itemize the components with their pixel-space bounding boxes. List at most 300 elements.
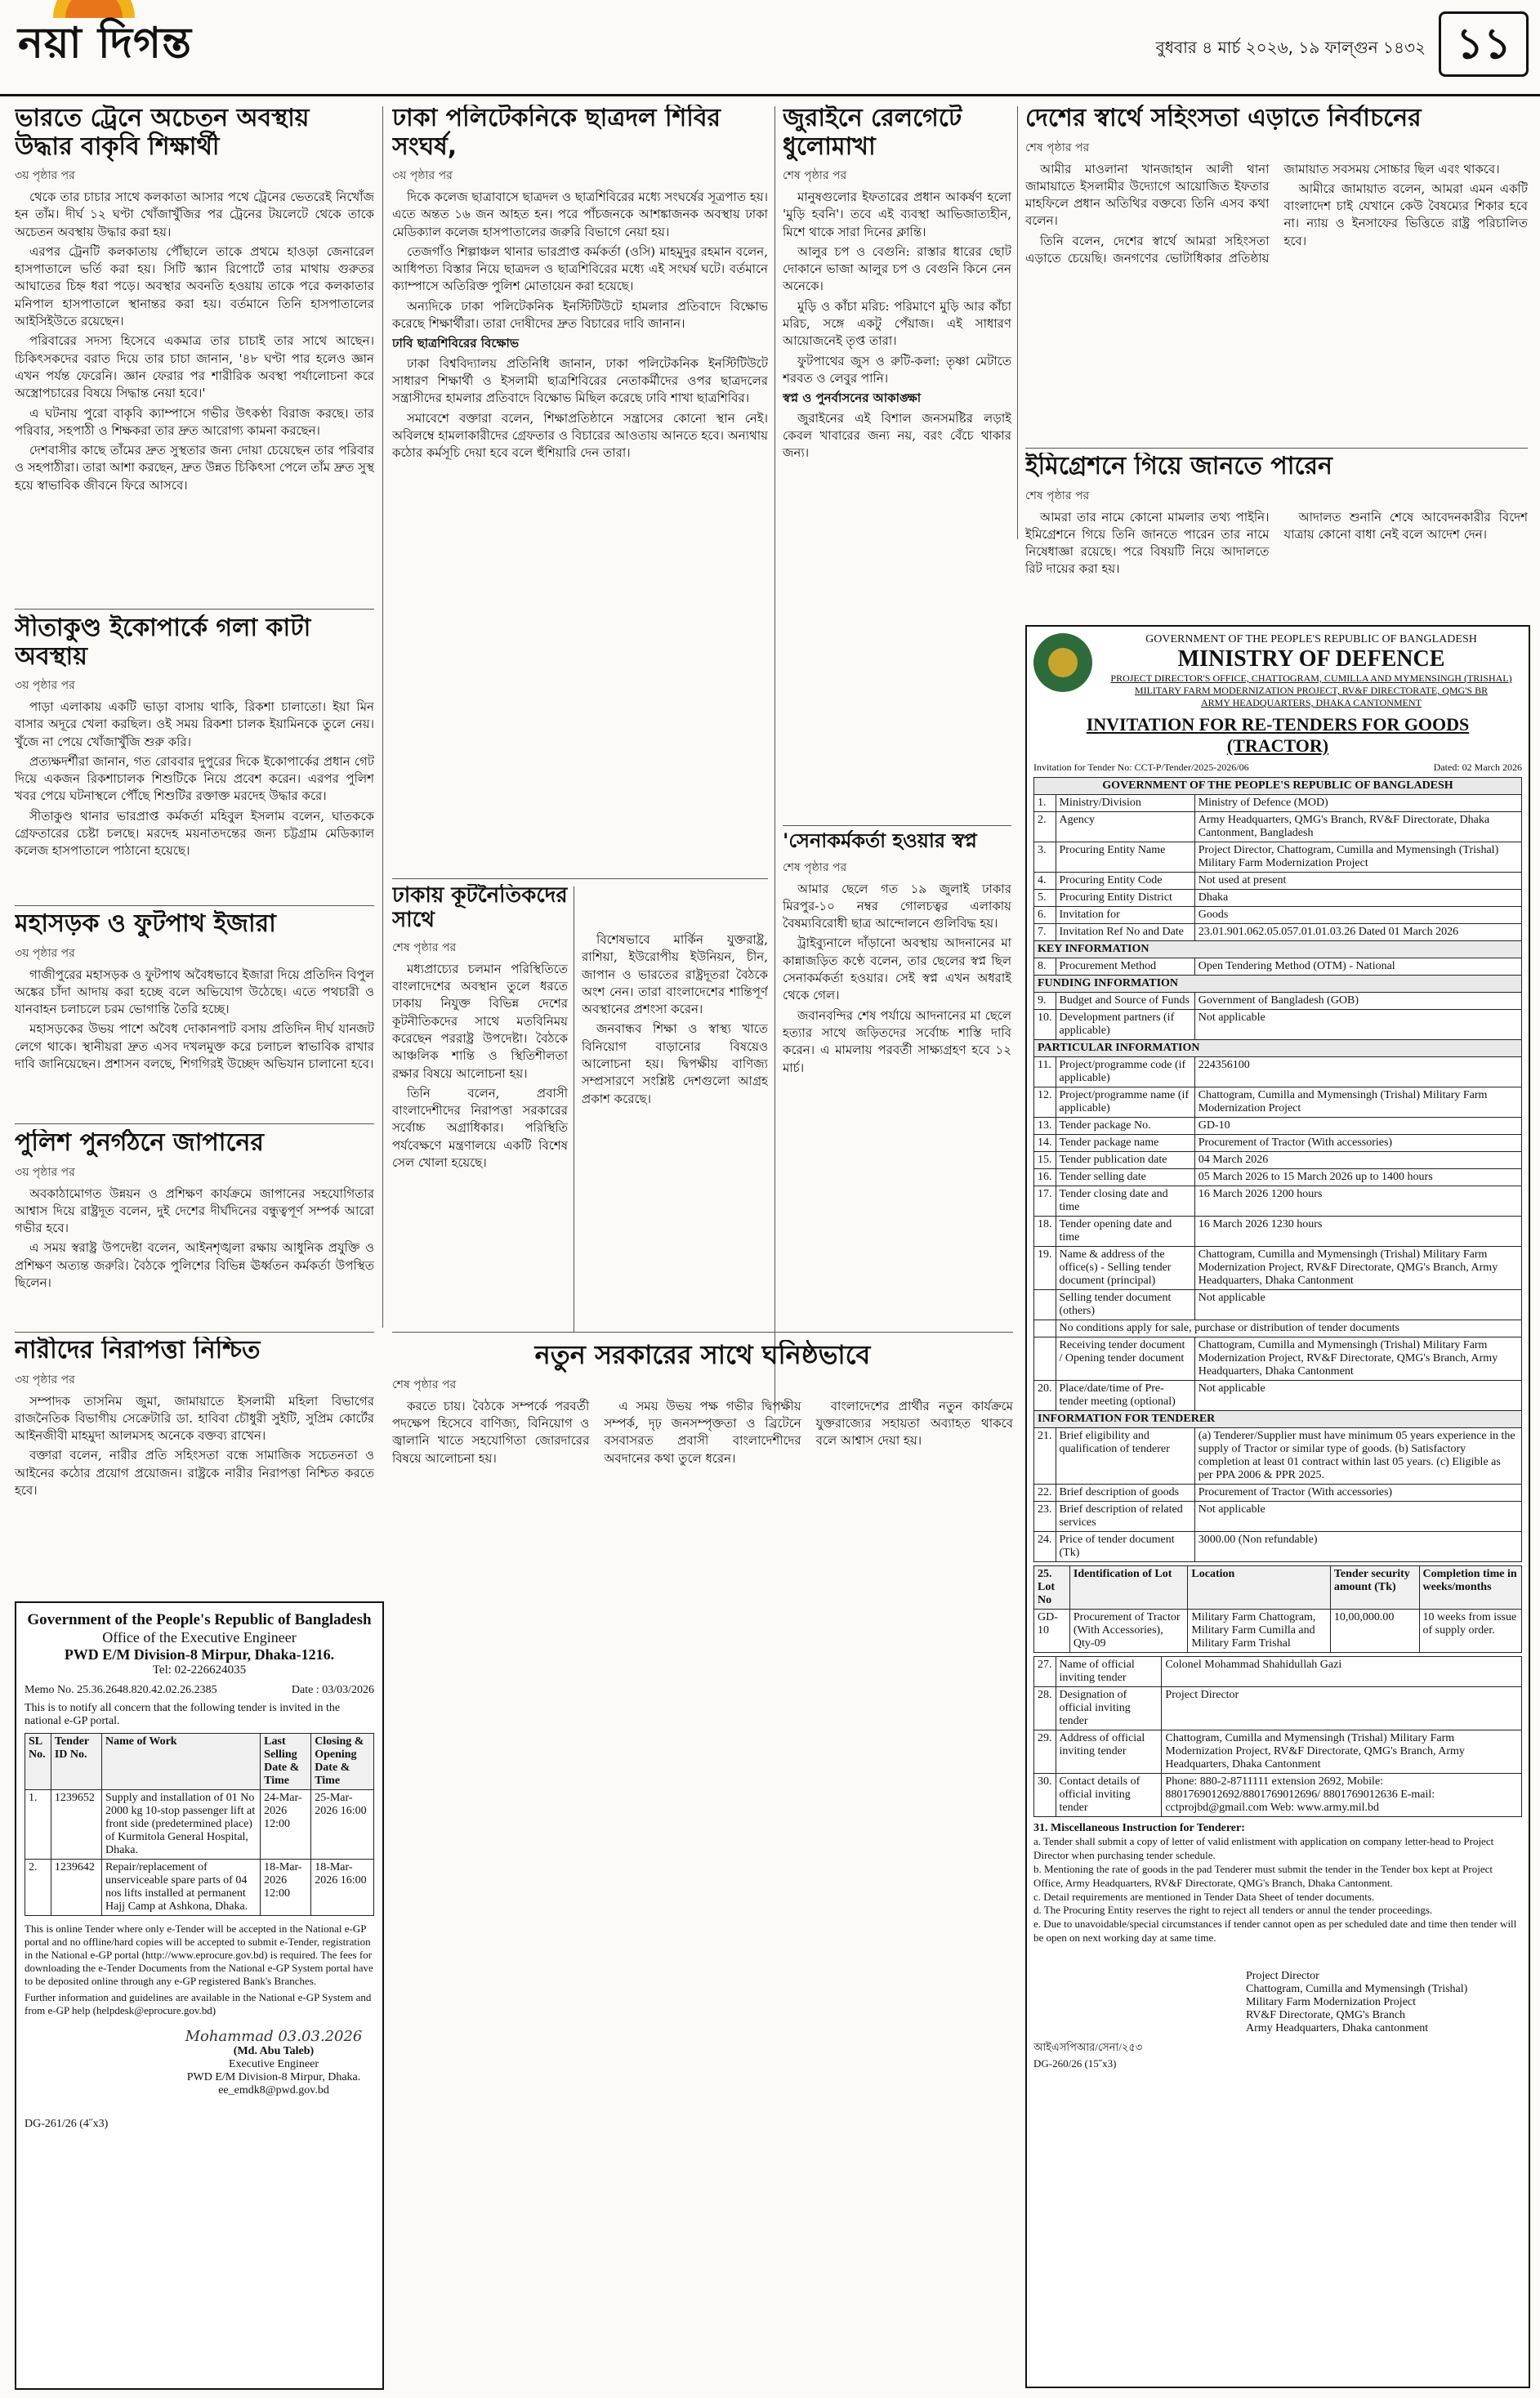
paragraph: তিনি বলেন, প্রবাসী বাংলাদেশীদের নিরাপত্তা সরকারের সর্বোচ্চ অগ্রাধিকার। পরিস্থিতি পর্যবেক্ষণে মন্ত্রণালয়ে একটি বিশেষ সেল খোলা হয়েছে। (392, 1085, 568, 1171)
pwd-tender-ad (15, 1601, 384, 2390)
table-cell: 13. (1034, 1118, 1056, 1135)
article-body (392, 1398, 1013, 1467)
ad-line2: MILITARY FARM MODERNIZATION PROJECT, RV&F DIRECTORATE, QMG'S BR (1134, 685, 1489, 696)
ad-title: INVITATION FOR RE-TENDERS FOR GOODS (TRACTOR) (1086, 714, 1470, 756)
paragraph: এ ঘটনায় পুরো বাকৃবি ক্যাম্পাসে গভীর উৎকণ্ঠা বিরাজ করছে। তার পরিবার, সহপাঠী ও শিক্ষকরা তার দ্রুত আরোগ্য কামনা করছেন। (15, 405, 374, 438)
headline[interactable]: ইমিগ্রেশনে গিয়ে জানতে পারেন (1025, 453, 1332, 480)
paragraph: ফুটপাথের জুস ও রুটি-কলা: তৃষ্ণা মেটাতে শরবত ও লেবুর পানি। (783, 353, 1011, 386)
headline[interactable]: ঢাকায় কূটনৈতিকদের সাথে (392, 884, 568, 932)
article-diplomats (392, 884, 568, 1325)
subheading: ঢাবি ছাত্রশিবিরের বিক্ষোভ (392, 336, 520, 351)
table-cell: Name of official inviting tender (1056, 1657, 1162, 1687)
table-cell: Address of official inviting tender (1056, 1730, 1162, 1774)
table-cell: 17. (1034, 1186, 1056, 1217)
paragraph: প্রত্যক্ষদর্শীরা জানান, গত রোববার দুপুরের দিকে ইকোপার্কের প্রধান গেট দিয়ে একজন রিকশাচালক শিশুটিকে নিয়ে প্রবেশ করেন। এরপর পুলিশ খবর পেয়ে ঘটনাস্থলে পৌঁছে শিশুটির রক্তাক্ত মরদেহ উদ্ধার করে। (15, 753, 374, 804)
table-header: Name of Work (101, 1734, 260, 1790)
table-cell: Government of Bangladesh (GOB) (1194, 993, 1521, 1010)
table-cell: 10 weeks from issue of supply order. (1419, 1610, 1521, 1653)
table-cell: 19. (1034, 1247, 1056, 1290)
table-row (1034, 795, 1522, 812)
table-header: SL No. (25, 1734, 51, 1790)
table-cell: 24. (1034, 1532, 1056, 1562)
table-section: GOVERNMENT OF THE PEOPLE'S REPUBLIC OF BANGLADESH (1034, 778, 1522, 795)
divider (15, 1123, 374, 1124)
column-rule (1017, 106, 1018, 539)
paragraph: মুড়ি ও কাঁচা মরিচ: পরিমাণে মুড়ি আর কাঁচা মরিচ, সঙ্গে একটু পেঁয়াজ। এই সাধারণ আয়োজনেই তৃপ্ত তারা। (783, 298, 1011, 349)
table-cell: Not applicable (1194, 1290, 1521, 1320)
table-row (1034, 1135, 1522, 1152)
mod-tender-ad (1025, 625, 1530, 2388)
article-body (15, 699, 374, 860)
ad-dg-code: DG-261/26 (4˝x3) (25, 2118, 109, 2130)
table-cell: 10. (1034, 1010, 1056, 1040)
signature-line: Army Headquarters, Dhaka cantonment (1246, 2022, 1429, 2035)
table-header: Tender security amount (Tk) (1330, 1566, 1419, 1610)
kicker: ৩য় পৃষ্ঠার পর (15, 1165, 75, 1179)
article-body (1025, 161, 1528, 268)
table-cell: Agency (1056, 812, 1194, 842)
ad-division: PWD E/M Division-8 Mirpur, Dhaka-1216. (64, 1646, 335, 1663)
table-cell: Place/date/time of Pre-tender meeting (optional) (1056, 1381, 1194, 1411)
article-body (392, 961, 568, 1172)
table-row (1034, 1152, 1522, 1169)
kicker: শেষ পৃষ্ঠার পর (783, 860, 847, 874)
paragraph: জবানবন্দির শেষ পর্যায়ে আদনানের মা ছেলে হত্যার সাথে জড়িতদের সর্বোচ্চ শাস্তি দাবি করেন। এ মামলায় পরবর্তী সাক্ষ্যগ্রহণ হবে ১২ মার্চ। (783, 1007, 1011, 1075)
table-cell: 11. (1034, 1057, 1056, 1087)
table-section: PARTICULAR INFORMATION (1034, 1040, 1522, 1057)
page-number: ১১ (1439, 11, 1529, 77)
ad-gov-title: Government of the People's Republic of Bangladesh (27, 1611, 372, 1628)
divider (392, 1332, 1013, 1333)
ad-mod-table (1033, 777, 1522, 1562)
article-highway (15, 910, 374, 1119)
paragraph: বক্তারা বলেন, নারীর প্রতি সহিংসতা বন্ধে সামাজিক সচেতনতা ও আইনের কঠোর প্রয়োগ প্রয়োজন। রাষ্ট্রকে নারীর নিরাপত্তা নিশ্চিত করতে হবে। (15, 1448, 374, 1498)
list-item: c. Detail requirements are mentioned in Tender Data Sheet of tender documents. (1033, 1890, 1375, 1903)
kicker: শেষ পৃষ্ঠার পর (392, 1378, 457, 1391)
table-cell: Name & address of the office(s) - Selling tender document (principal) (1056, 1247, 1194, 1290)
table-header: Identification of Lot (1069, 1566, 1188, 1610)
table-cell: Chattogram, Cumilla and Mymensingh (Trishal) Military Farm Modernization Project, RV&F Directorate, QMG's Branch, Army Headquarters, Dhaka Cantonment (1194, 1337, 1521, 1381)
table-cell: Tender package No. (1056, 1118, 1194, 1135)
table-cell: Army Headquarters, QMG's Branch, RV&F Directorate, Dhaka Cantonment, Bangladesh (1194, 812, 1521, 842)
table-row (1034, 1320, 1522, 1337)
table-cell: Phone: 880-2-8711111 extension 2692, Mobile: 8801769012692/8801769012696/ 8801769012636 E-mail: cctprojbd@gmail.com Web: www.army.mil.bd (1162, 1774, 1522, 1817)
paragraph: আদালত শুনানি শেষে আবেদনকারীর বিদেশ যাত্রায় কোনো বাধা নেই বলে আদেশ দেন। (1283, 509, 1528, 542)
signer-name: (Md. Abu Taleb) (233, 2045, 315, 2057)
article-body (1025, 509, 1528, 578)
article-election (1025, 105, 1528, 448)
table-header-row (25, 1734, 374, 1790)
paragraph: ঢাকা বিশ্ববিদ্যালয় প্রতিনিধি জানান, ঢাকা পলিটেকনিক ইনস্টিটিউটে সাধারণ শিক্ষার্থী ও ইসলামী ছাত্রশিবিরের নেতাকর্মীদের ওপর ছাত্রদলের সন্ত্রাসীদের হামলার প্রতিবাদে বিক্ষোভ মিছিল করেছে ঢাবি শাখা ছাত্রশিবির। (392, 355, 768, 406)
table-cell: 6. (1034, 907, 1056, 924)
ad-office: Office of the Executive Engineer (102, 1629, 297, 1646)
table-row (1034, 1247, 1522, 1290)
table-cell (1034, 1337, 1056, 1381)
table-section-row (1034, 1411, 1522, 1428)
article-police-japan (15, 1129, 374, 1325)
table-cell: Designation of official inviting tender (1056, 1687, 1162, 1730)
article-immigration (1025, 453, 1528, 616)
table-cell: Tender package name (1056, 1135, 1194, 1152)
article-body (783, 881, 1011, 1077)
signer-title: Executive Engineer (228, 2058, 319, 2070)
headline[interactable]: নারীদের নিরাপত্তা নিশ্চিত (15, 1337, 261, 1364)
table-cell: 2. (1034, 812, 1056, 842)
signature-line: Military Farm Modernization Project (1246, 1996, 1417, 2009)
table-cell: Chattogram, Cumilla and Mymensingh (Trishal) Military Farm Modernization Project, RV&F Directorate, QMG's Branch, Army Headquarters, Dhaka Cantonment (1194, 1247, 1521, 1290)
column-rule (774, 106, 775, 1413)
paragraph: জনবান্ধব শিক্ষা ও স্বাস্থ্য খাতে বিনিয়োগ বাড়ানোর বিষয়েও আলোচনা হয়। দ্বিপক্ষীয় বাণিজ্য সম্প্রসারণে সংশ্লিষ্ট দেশগুলো আগ্রহ প্রকাশ করেছে। (582, 1021, 768, 1106)
table-row (1034, 1428, 1522, 1485)
paragraph: মহাসড়কের উভয় পাশে অবৈধ দোকানপাট বসায় প্রতিদিন দীর্ঘ যানজট লেগে থাকে। স্থানীয়রা দ্রুত এসব দখলমুক্ত করে চলাচল স্বাভাবিক রাখার দাবি জানিয়েছেন। প্রশাসন বলছে, শিগগিরই উচ্ছেদ অভিযান চালানো হবে। (15, 1021, 374, 1071)
table-cell: Tender publication date (1056, 1152, 1194, 1169)
ad-line1: PROJECT DIRECTOR'S OFFICE, CHATTOGRAM, CUMILLA AND MYMENSINGH (TRISHAL) (1110, 672, 1512, 684)
table-cell: 14. (1034, 1135, 1056, 1152)
ad-lot-table (1033, 1565, 1522, 1653)
table-row (1034, 1087, 1522, 1118)
headline[interactable]: পুলিশ পুনর্গঠনে জাপানের (15, 1129, 264, 1157)
ad-dated: Dated: 02 March 2026 (1433, 761, 1522, 773)
article-train-student (15, 105, 374, 603)
ad-footer: This is online Tender where only e-Tender will be accepted in the National e-GP portal and no offline/hard copies will be accepted to submit e-Tender, registration in the National e-GP portal (http://www.eprocure.gov.bd) is required. The fees for downloading the e-Tender Documents from the National e-GP System portal have to be deposited online through any e-GP registered Bank's Branches. (25, 1922, 373, 1987)
table-row (1034, 1485, 1522, 1502)
table-cell: 12. (1034, 1087, 1056, 1118)
table-section-row (1034, 941, 1522, 958)
divider (15, 905, 374, 906)
table-cell: GD-10 (1034, 1610, 1070, 1653)
ad-tel: Tel: 02-226624035 (152, 1663, 247, 1677)
divider (15, 609, 374, 610)
ad-footer-help: Further information and guidelines are available in the National e-GP System and from e-GP help (helpdesk@eprocure.gov.bd) (25, 1991, 372, 2016)
table-cell: Open Tendering Method (OTM) - National (1194, 958, 1521, 976)
kicker: ৩য় পৃষ্ঠার পর (15, 169, 75, 182)
table-row (1034, 1502, 1522, 1532)
paragraph: গাজীপুরের মহাসড়ক ও ফুটপাথ অবৈধভাবে ইজারা দিয়ে প্রতিদিন বিপুল অঙ্কের চাঁদা আদায় করা হচ্ছে বলে অভিযোগ উঠেছে। এতে পথচারী ও যানবাহন চলাচলে চরম ভোগান্তি তৈরি হচ্ছে। (15, 967, 374, 1017)
paragraph: থেকে তার চাচার সাথে কলকাতা আসার পথে ট্রেনের ভেতরেই নিখোঁজ হন তাঁম। দীর্ঘ ১২ ঘণ্টা খোঁজাখুঁজির পর ট্রেনের টয়লেটে থেকে তাকে অচেতন অবস্থায় উদ্ধার করা হয়। (15, 190, 374, 239)
table-row (1034, 1687, 1522, 1730)
table-cell: 5. (1034, 890, 1056, 907)
table-cell: 8. (1034, 958, 1056, 976)
paragraph: আলুর চপ ও বেগুনি: রাস্তার ধারের ছোট দোকানে ভাজা আলুর চপ ও বেগুনি কিনে নেন অনেকে। (783, 243, 1011, 294)
table-row (1034, 1290, 1522, 1320)
paragraph: আমার ছেলে গত ১৯ জুলাই ঢাকার মিরপুর-১০ নম্বর গোলচত্বর এলাকায় বৈষম্যবিরোধী ছাত্র আন্দোলনে গুলিবিদ্ধ হয়। (783, 881, 1011, 931)
table-cell: 1239642 (51, 1860, 101, 1916)
table-cell: Military Farm Chattogram, Military Farm Cumilla and Military Farm Trishal (1188, 1610, 1330, 1653)
table-cell: 16. (1034, 1169, 1056, 1186)
headline[interactable]: ভারতে ট্রেনে অচেতন অবস্থায় উদ্ধার বাকৃবি শিক্ষার্থী (15, 105, 310, 161)
table-cell: Procuring Entity District (1056, 890, 1194, 907)
table-cell: Procurement of Tractor (With accessories) (1194, 1485, 1521, 1502)
table-cell: 21. (1034, 1428, 1056, 1485)
headline[interactable]: ঢাকা পলিটেকনিকে ছাত্রদল শিবির সংঘর্ষ, (392, 105, 721, 161)
ad-ministry: MINISTRY OF DEFENCE (1177, 646, 1445, 672)
kicker: ৩য় পৃষ্ঠার পর (15, 679, 75, 692)
list-item: d. The Procuring Entity reserves the right to reject all tenders or annul the tender proceedings. (1033, 1904, 1433, 1917)
ad-isp-code: আইএসপিআর/সেনা/২৫৩ (1033, 2041, 1143, 2054)
bangladesh-army-emblem-icon (1033, 633, 1092, 692)
table-cell: Invitation for (1056, 907, 1194, 924)
paragraph: মানুষগুলোর ইফতারের প্রধান আকর্ষণ হলো 'মুড়ি হবনি'। তবে এই ব্যবস্থা আভিজাত্যহীন, মিশে থাকে সারা দিনের ক্লান্তি। (783, 190, 1011, 239)
table-cell: Colonel Mohammad Shahidullah Gazi (1162, 1657, 1522, 1687)
paragraph: জুরাইনের এই বিশাল জনসমষ্টির লড়াই কেবল খাবারের জন্য নয়, বরং বেঁচে থাকার জন্য। (783, 410, 1011, 461)
ad-dg-code: DG-260/26 (15˝x3) (1033, 2057, 1117, 2070)
table-cell: 7. (1034, 924, 1056, 941)
table-cell: 24-Mar-2026 12:00 (261, 1790, 311, 1860)
table-cell: Invitation Ref No and Date (1056, 924, 1194, 941)
table-row (1034, 1057, 1522, 1087)
paragraph: সীতাকুণ্ড থানার ভারপ্রাপ্ত কর্মকর্তা মহিবুল ইসলাম বলেন, ঘাতককে গ্রেফতারের চেষ্টা চলছে। মরদেহ ময়নাতদন্তের জন্য চট্টগ্রাম মেডিক্যাল কলেজ হাসপাতালে পাঠানো হয়েছে। (15, 808, 374, 859)
divider (392, 878, 768, 879)
table-cell: 224356100 (1194, 1057, 1521, 1087)
table-cell: 18-Mar-2026 16:00 (311, 1860, 374, 1916)
table-row (1034, 842, 1522, 873)
table-row (1034, 907, 1522, 924)
table-cell: 27. (1034, 1657, 1056, 1687)
paragraph: অন্যদিকে ঢাকা পলিটেকনিক ইনস্টিটিউটে হামলার প্রতিবাদে বিক্ষোভ করেছে শিক্ষার্থীরা। তারা দোষীদের দ্রুত বিচারের দাবি জানান। (392, 298, 768, 332)
kicker: শেষ পৃষ্ঠার পর (1025, 141, 1090, 154)
list-item: e. Due to unavoidable/special circumstances if tender cannot open as per scheduled date and time then tender will be open on next working day at same time. (1033, 1918, 1517, 1945)
table-cell: Ministry of Defence (MOD) (1194, 795, 1521, 812)
headline[interactable]: নতুন সরকারের সাথে ঘনিষ্ঠভাবে (534, 1340, 871, 1370)
table-row (1034, 1774, 1522, 1817)
paragraph: দিকে কলেজ ছাত্রাবাসে ছাত্রদল ও ছাত্রশিবিরের মধ্যে সংঘর্ষের সূত্রপাত হয়। এতে অন্তত ১৬ জন আহত হন। পরে পাঁচজনকে আশঙ্কাজনক অবস্থায় ঢাকা মেডিক্যাল কলেজ হাসপাতালের জরুরি বিভাগে নেয়া হয়। (392, 190, 768, 239)
table-cell: 9. (1034, 993, 1056, 1010)
article-body (392, 189, 768, 462)
table-cell: 1. (25, 1790, 51, 1860)
table-row (1034, 958, 1522, 976)
ad-official-table (1033, 1656, 1522, 1817)
list-item: a. Tender shall submit a copy of letter of valid enlistment with application on company letter-head to Project Director when purchasing tender schedule. (1033, 1835, 1494, 1861)
signature: Mohammad 03.03.2026 (185, 2028, 363, 2045)
masthead (0, 0, 1540, 96)
ad-tender-table (25, 1733, 374, 1916)
kicker: ৩য় পৃষ্ঠার পর (15, 946, 75, 960)
table-cell: No conditions apply for sale, purchase or distribution of tender documents (1056, 1320, 1522, 1337)
table-cell: 2. (25, 1860, 51, 1916)
table-cell: 23.01.901.062.05.057.01.01.03.26 Dated 01 March 2026 (1194, 924, 1521, 941)
table-section-row (1034, 976, 1522, 993)
ad-header (1033, 633, 1522, 709)
table-cell: Brief description of related services (1056, 1502, 1194, 1532)
headline[interactable]: 'সেনাকর্মকর্তা হওয়ার স্বপ্ন (783, 830, 977, 852)
paragraph: এ সময় উভয় পক্ষ গভীর দ্বিপক্ষীয় সম্পর্ক, দৃঢ় জনসম্পৃক্ততা ও ব্রিটেনে বসবাসরত প্রবাসী বাংলাদেশীদের অবদানের কথা তুলে ধরেন। (604, 1398, 801, 1466)
paragraph: মধ্যপ্রাচ্যের চলমান পরিস্থিতিতে বাংলাদেশের অবস্থান তুলে ধরতে ঢাকায় নিযুক্ত বিভিন্ন দেশের কূটনীতিকদের সাথে মতবিনিময় করেছেন পররাষ্ট্র উপদেষ্টা। বৈঠকে আঞ্চলিক শান্তি ও স্থিতিশীলতা রক্ষার বিষয়ে আলোচনা হয়। (392, 961, 568, 1081)
article-body (783, 189, 1011, 462)
table-cell: 29. (1034, 1730, 1056, 1774)
table-cell: Project/programme name (if applicable) (1056, 1087, 1194, 1118)
kicker: ৩য় পৃষ্ঠার পর (15, 1373, 75, 1387)
kicker: ৩য় পৃষ্ঠার পর (392, 169, 453, 182)
paragraph: তিনি বলেন, দেশের স্বার্থে আমরা সহিংসতা এড়াতে চেয়েছি। জনগণের ভোটাধিকার প্রতিষ্ঠায় জামায়াত সবসময় সোচ্চার ছিল এবং থাকবে। (1025, 161, 1500, 266)
table-cell: 16 March 2026 1200 hours (1194, 1186, 1521, 1217)
ad-misc-title: 31. Miscellaneous Instruction for Tenderer: (1033, 1822, 1245, 1834)
dateline: বুধবার ৪ মার্চ ২০২৬, ১৯ ফাল্গুন ১৪৩২ (1155, 38, 1426, 57)
table-cell: Contact details of official inviting tender (1056, 1774, 1162, 1817)
table-row (1034, 1217, 1522, 1247)
ad-memo: Memo No. 25.36.2648.820.42.02.26.2385 (25, 1684, 217, 1696)
kicker: শেষ পৃষ্ঠার পর (392, 940, 457, 954)
paragraph: এ সময় স্বরাষ্ট্র উপদেষ্টা বলেন, আইনশৃঙ্খলা রক্ষায় আধুনিক প্রযুক্তি ও প্রশিক্ষণ অত্যন্ত জরুরি। বৈঠকে পুলিশের বিভিন্ন ঊর্ধ্বতন কর্মকর্তা উপস্থিত ছিলেন। (15, 1240, 374, 1290)
article-body (582, 931, 768, 1108)
table-cell: Tender selling date (1056, 1169, 1194, 1186)
table-cell (1034, 1290, 1056, 1320)
table-cell: Chattogram, Cumilla and Mymensingh (Trishal) Military Farm Modernization Project (1194, 1087, 1521, 1118)
ad-header-text (1100, 633, 1522, 709)
table-cell (1034, 1320, 1056, 1337)
ad-gov-title: GOVERNMENT OF THE PEOPLE'S REPUBLIC OF BANGLADESH (1145, 633, 1477, 645)
table-row (1034, 1337, 1522, 1381)
paragraph: আমরা তার নামে কোনো মামলার তথ্য পাইনি। ইমিগ্রেশনে গিয়ে তিনি জানতে পারেন তার নামে নিষেধাজ্ঞা রয়েছে। পরে বিষয়টি নিয়ে আদালতে রিট দায়ের করা হয়। (1025, 509, 1270, 577)
ad-signature-block (1246, 1970, 1522, 2035)
divider (783, 825, 1011, 826)
divider (1025, 448, 1528, 449)
table-section-row (1034, 778, 1522, 795)
ad-tender-line (1033, 761, 1522, 774)
table-cell: 4. (1034, 873, 1056, 890)
paragraph: অবকাঠামোগত উন্নয়ন ও প্রশিক্ষণ কার্যক্রমে জাপানের সহযোগিতার আশ্বাস দিয়ে রাষ্ট্রদূত বলেন, দুই দেশের দীর্ঘদিনের বন্ধুত্বপূর্ণ সম্পর্ক আরো গভীর হবে। (15, 1186, 374, 1236)
table-header: Last Selling Date & Time (261, 1734, 311, 1790)
table-row (1034, 1118, 1522, 1135)
ad-date: Date : 03/03/2026 (291, 1684, 374, 1696)
signature-line: Chattogram, Cumilla and Mymensingh (Trishal) (1246, 1983, 1468, 1996)
headline[interactable]: দেশের স্বার্থে সহিংসতা এড়াতে নির্বাচনের (1025, 105, 1422, 132)
table-header: Location (1188, 1566, 1330, 1610)
table-header: Completion time in weeks/months (1419, 1566, 1521, 1610)
table-cell: Price of tender document (Tk) (1056, 1532, 1194, 1562)
table-cell: Selling tender document (others) (1056, 1290, 1194, 1320)
ad-signature-block (180, 2028, 368, 2097)
table-row (1034, 873, 1522, 890)
table-row (1034, 1610, 1522, 1653)
article-polytechnic (392, 105, 768, 971)
table-cell: 3000.00 (Non refundable) (1194, 1532, 1521, 1562)
table-row (1034, 1657, 1522, 1687)
table-cell: Not applicable (1194, 1502, 1521, 1532)
table-cell: 18-Mar-2026 12:00 (261, 1860, 311, 1916)
headline[interactable]: মহাসড়ক ও ফুটপাথ ইজারা (15, 910, 276, 938)
table-cell: Procurement of Tractor (With Accessories), Qty-09 (1069, 1610, 1188, 1653)
table-cell: 16 March 2026 1230 hours (1194, 1217, 1521, 1247)
table-row (1034, 1381, 1522, 1411)
table-cell: Project Director, Chattogram, Cumilla and Mymensingh (Trishal) Military Farm Modernization Project (1194, 842, 1521, 873)
table-row (1034, 812, 1522, 842)
paragraph: সমাবেশে বক্তারা বলেন, শিক্ষাপ্রতিষ্ঠানে সন্ত্রাসের কোনো স্থান নেই। অবিলম্বে হামলাকারীদের গ্রেফতার ও বিচারের আওতায় আনতে হবে। অন্যথায় কঠোর কর্মসূচি দেয়া হবে বলে হুঁশিয়ারি দেন তারা। (392, 410, 768, 461)
table-cell: 04 March 2026 (1194, 1152, 1521, 1169)
column-rule (382, 106, 383, 1328)
table-cell: Ministry/Division (1056, 795, 1194, 812)
paragraph: দেশবাসীর কাছে তাঁমের দ্রুত সুস্থতার জন্য দোয়া চেয়েছেন তার পরিবার ও সহপাঠীরা। তারা আশা করছেন, দ্রুত উন্নত চিকিৎসা পেলে তাঁম দ্রুত সুস্থ হয়ে স্বাভাবিক জীবনে ফিরে আসবে। (15, 443, 374, 493)
article-army-dream (783, 830, 1011, 1329)
table-header: Closing & Opening Date & Time (311, 1734, 374, 1790)
table-cell: 25-Mar-2026 16:00 (311, 1790, 374, 1860)
paragraph: বিশেষভাবে মার্কিন যুক্তরাষ্ট্র, রাশিয়া, ইউরোপীয় ইউনিয়ন, চীন, জাপান ও ভারতের রাষ্ট্রদূতরা বৈঠকে অংশ নেন। তারা বাংলাদেশের শান্তিপূর্ণ অবস্থানের প্রশংসা করেন। (582, 932, 768, 1017)
table-row (1034, 1532, 1522, 1562)
table-cell: Procuring Entity Name (1056, 842, 1194, 873)
article-new-government (392, 1340, 1013, 2386)
table-cell: Receiving tender document / Opening tender document (1056, 1337, 1194, 1381)
table-cell: Repair/replacement of unserviceable spare parts of 04 nos lifts installed at permanent Hajj Camp at Ashkona, Dhaka. (101, 1860, 260, 1916)
table-cell: Brief eligibility and qualification of tenderer (1056, 1428, 1194, 1485)
table-cell: Dhaka (1194, 890, 1521, 907)
table-row (1034, 890, 1522, 907)
headline[interactable]: জুরাইনে রেলগেটে ধুলোমাখা (783, 105, 962, 161)
paragraph: করতে চায়। বৈঠকে সম্পর্কে পরবর্তী পদক্ষেপ হিসেবে বাণিজ্য, বিনিয়োগ ও জ্বালানি খাতে সহযোগিতা জোরদারের বিষয়ে আলোচনা হয়। (392, 1398, 590, 1466)
table-cell: Supply and installation of 01 No 2000 kg 10-stop passenger lift at front side (predetermined place) of Kurmitola General Hospital, Dhaka. (101, 1790, 260, 1860)
table-row (1034, 993, 1522, 1010)
table-cell: Project/programme code (if applicable) (1056, 1057, 1194, 1087)
paragraph: তেজগাঁও শিল্পাঞ্চল থানার ভারপ্রাপ্ত কর্মকর্তা (ওসি) মাহমুদুর রহমান বলেন, আধিপত্য বিস্তার নিয়ে ছাত্রদল ও ছাত্রশিবিরের মধ্যে এই সংঘর্ষ ঘটে। বর্তমানে ক্যাম্পাসে অতিরিক্ত পুলিশ মোতায়েন করা হয়েছে। (392, 243, 768, 294)
table-cell: Tender opening date and time (1056, 1217, 1194, 1247)
table-row (1034, 1169, 1522, 1186)
article-sitakunda (15, 614, 374, 900)
table-cell: Not applicable (1194, 1010, 1521, 1040)
signer-email[interactable]: ee_emdk8@pwd.gov.bd (218, 2084, 329, 2097)
kicker: শেষ পৃষ্ঠার পর (783, 169, 847, 182)
divider (15, 1332, 374, 1333)
table-cell: (a) Tenderer/Supplier must have minimum 05 years experience in the supply of Tractor or similar type of goods. (b) Satisfactory completion at least 01 contract within last 05 years. (c) Eligible as per PPA 2006 & PPR 2025. (1194, 1428, 1521, 1485)
table-cell: 23. (1034, 1502, 1056, 1532)
paragraph: পরিবারের সদস্য হিসেবে একমাত্র তার চাচাই তার সাথে আছেন। চিকিৎসকদের বরাত দিয়ে তার চাচা জানান, '৪৮ ঘণ্টা পার হলেও জ্ঞান এখন পর্যন্ত ফেরেনি। জ্ঞান ফেরার পর শারীরিক অবস্থা পর্যালোচনা করে অস্ত্রোপচারের বিষয়ে সিদ্ধান্ত নেয়া হবে।' (15, 333, 374, 401)
table-cell: Procuring Entity Code (1056, 873, 1194, 890)
paragraph: আমীরে জামায়াত বলেন, আমরা এমন একটি বাংলাদেশ চাই যেখানে কেউ বৈষম্যের শিকার হবে না। ন্যায় ও ইনসাফের ভিত্তিতে রাষ্ট্র পরিচালিত হবে। (1283, 181, 1528, 248)
table-cell: 18. (1034, 1217, 1056, 1247)
table-cell: Procurement Method (1056, 958, 1194, 976)
table-cell: 1. (1034, 795, 1056, 812)
table-row (25, 1860, 374, 1916)
paragraph: আমীর মাওলানা খানজাহান আলী থানা জামায়াতে ইসলামীর উদ্যোগে আয়োজিত ইফতার মাহফিলে প্রধান অতিথির বক্তব্যে তিনি এসব কথা বলেন। (1025, 161, 1270, 229)
newspaper-logo[interactable]: নয়া দিগন্ত (18, 19, 192, 68)
paragraph: এরপর ট্রেনটি কলকাতায় পৌঁছালে তাকে প্রথমে হাওড়া জেনারেল হাসপাতালে ভর্তি করা হয়। সিটি স্ক্যান রিপোর্টে তার মাথায় গুরুতর আঘাতের চিহ্ন ধরা পড়ে। অবস্থার অবনতি হওয়ায় তাকে পরে কলকাতার মনিপাল হাসপাতালে স্থানান্তর করা হয়। বর্তমানে তিনি হাসপাতালের আইসিইউতে রয়েছেন। (15, 243, 374, 329)
table-cell: Development partners (if applicable) (1056, 1010, 1194, 1040)
table-cell: 15. (1034, 1152, 1056, 1169)
table-cell: 28. (1034, 1687, 1056, 1730)
ad-misc-list (1033, 1835, 1522, 1945)
table-header: Tender ID No. (51, 1734, 101, 1790)
ad-memo-line (25, 1684, 374, 1697)
table-cell: Not used at present (1194, 873, 1521, 890)
table-cell: 22. (1034, 1485, 1056, 1502)
ad-notice: This is to notify all concern that the following tender is invited in the national e-GP portal. (25, 1702, 341, 1727)
article-diplomats-cont (582, 931, 768, 1324)
table-cell: 3. (1034, 842, 1056, 873)
table-cell: Brief description of goods (1056, 1485, 1194, 1502)
paragraph: ট্রাইব্যুনালে দাঁড়ানো অবস্থায় আদনানের মা কান্নাজড়িত কণ্ঠে বলেন, তার ছেলের স্বপ্ন ছিল সেনাকর্মকর্তা হওয়ার। সেই স্বপ্ন এখন অধরাই থেকে গেল। (783, 936, 1011, 1003)
table-section-row (1034, 1040, 1522, 1057)
paragraph: বাংলাদেশের প্রার্থীর নতুন কার্যক্রমে যুক্তরাজ্যের সহায়তা অব্যাহত থাকবে বলে আশ্বাস দেয়া হয়। (815, 1398, 1013, 1449)
paragraph: পাড়া এলাকায় একটি ভাড়া বাসায় থাকি, রিকশা চালাতো। ইয়া মিন বাসার অদূরে খেলা করছিল। ওই সময় রিকশা চালক ইয়ামিনকে তুলে নেয়। খুঁজে না পেয়ে খোঁজাখুঁজি শুরু করি। (15, 699, 374, 749)
table-cell: Project Director (1162, 1687, 1522, 1730)
table-cell: Goods (1194, 907, 1521, 924)
table-header-row (1034, 1566, 1522, 1610)
kicker: শেষ পৃষ্ঠার পর (1025, 489, 1090, 502)
signature-line: RV&F Directorate, QMG's Branch (1246, 2009, 1406, 2022)
article-body (15, 189, 374, 494)
table-row (25, 1790, 374, 1860)
table-cell: Tender closing date and time (1056, 1186, 1194, 1217)
paragraph: সম্পাদক তাসনিম জুমা, জামায়াতে ইসলামী মহিলা বিভাগের রাজনৈতিক বিভাগীয় সেক্রেটারি ডা. হাবিবা চৌধুরী সুইটি, সুপ্রিম কোর্টের আইনজীবী মাহমুদা আলমসহ অনেকে বক্তব্য রাখেন। (15, 1393, 374, 1444)
table-cell: 05 March 2026 to 15 March 2026 up to 1400 hours (1194, 1169, 1521, 1186)
table-cell: 1239652 (51, 1790, 101, 1860)
ad-line3: ARMY HEADQUARTERS, DHAKA CANTONMENT (1201, 697, 1422, 708)
signature-line: Project Director (1246, 1970, 1319, 1983)
table-row (1034, 1010, 1522, 1040)
article-women-safety (15, 1337, 374, 1594)
list-item: b. Mentioning the rate of goods in the pad Tenderer must submit the tender in the Tender box kept at Project Office, Army Headquarters, RV&F Directorate, QMG's Branch, Dhaka Cantonment. (1033, 1862, 1493, 1889)
ad-tender-no: Invitation for Tender No: CCT-P/Tender/2025-2026/06 (1033, 761, 1249, 773)
headline[interactable]: সীতাকুণ্ড ইকোপার্কে গলা কাটা অবস্থায় (15, 614, 311, 671)
table-row (1034, 1730, 1522, 1774)
table-header: 25. Lot No (1034, 1566, 1070, 1610)
